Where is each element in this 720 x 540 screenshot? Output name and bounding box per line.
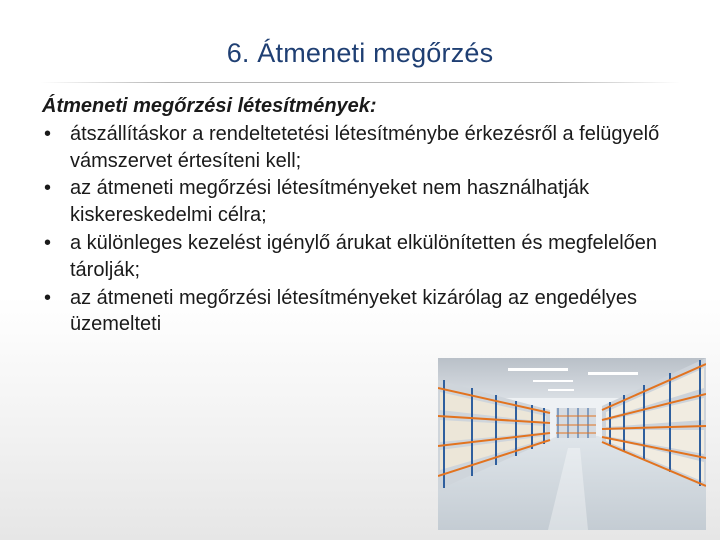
body-heading: Átmeneti megőrzési létesítmények:: [42, 95, 377, 117]
bullet-icon: •: [44, 231, 52, 254]
bullet-icon: •: [44, 177, 52, 200]
bullet-item: [42, 121, 682, 175]
bullet-icon: •: [44, 122, 52, 145]
bullet-item: [42, 175, 682, 229]
bullet-text: a különleges kezelést igénylő árukat elkülönítetten és megfelelően tárolják;: [70, 231, 658, 281]
bullet-list: [42, 121, 682, 338]
bullet-icon: •: [44, 286, 52, 309]
slide-title: 6. Átmeneti megőrzés: [226, 38, 494, 68]
warehouse-photo: [438, 358, 706, 530]
bullet-item: [42, 285, 682, 339]
bullet-text: az átmeneti megőrzési létesítményeket nem használhatják kiskereskedelmi célra;: [70, 177, 590, 227]
bullet-text: átszállításkor a rendeltetetési létesítménybe érkezésről a felügyelő vámszervet értesíteni kell;: [70, 122, 660, 172]
bullet-text: az átmeneti megőrzési létesítményeket kizárólag az engedélyes üzemelteti: [70, 286, 637, 336]
title-divider: [40, 82, 680, 83]
bullet-item: [42, 230, 682, 284]
slide-body: [42, 93, 682, 339]
